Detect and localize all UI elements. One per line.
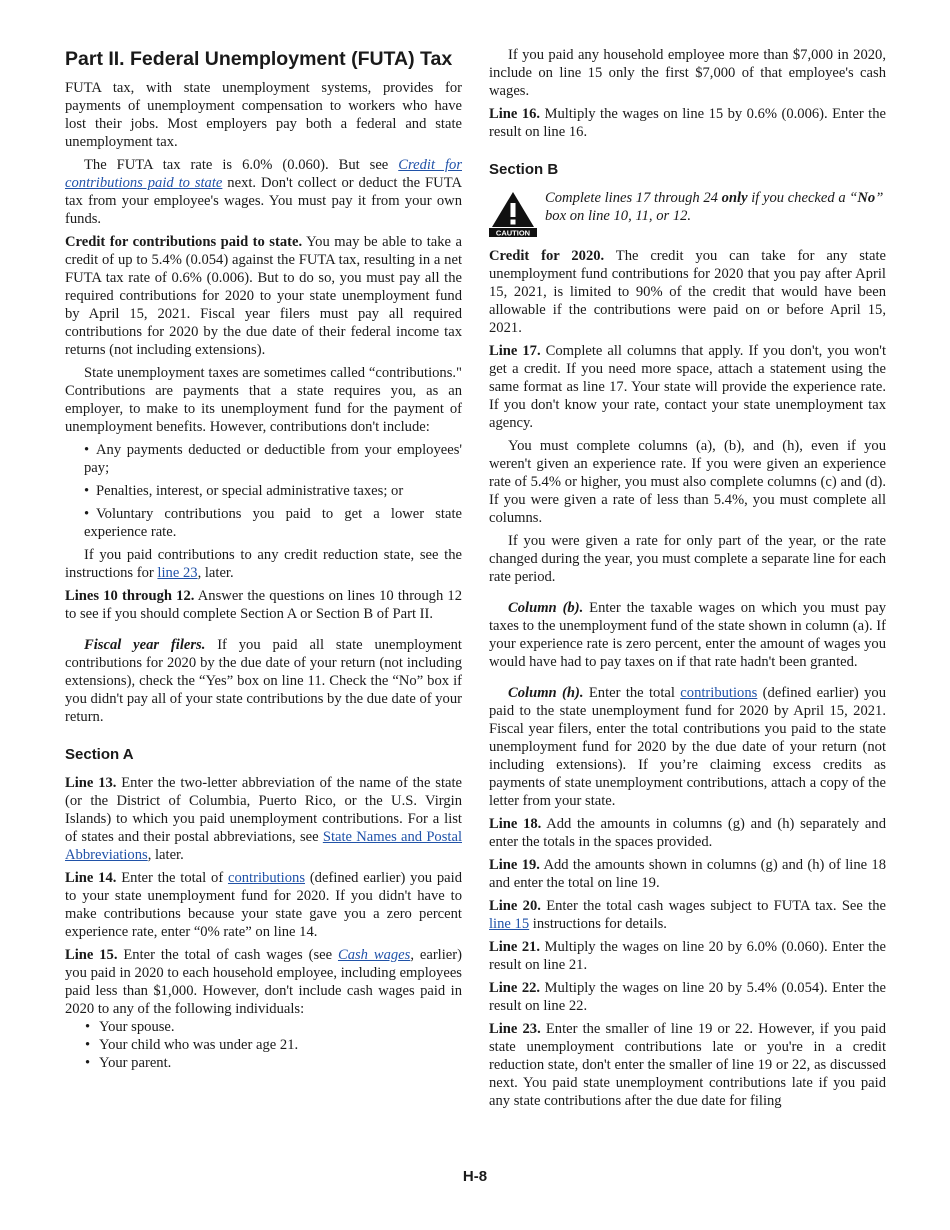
state-names-link[interactable]: State Names and Postal Abbreviations xyxy=(65,829,462,863)
line-15-paragraph: Line 15. Enter the total of cash wages (see Cash wages, earlier) you paid in 2020 to each household employee, including employees paid less than $1,000. However, don't include cash wages paid in 2020 to any of the following individuals: xyxy=(65,947,462,1017)
caution-icon xyxy=(489,189,537,237)
part-year-paragraph: If you were given a rate for only part of the year, or the rate changed during the year, you must complete a separate line for each rate period. xyxy=(489,533,886,585)
futa-rate-paragraph: The FUTA tax rate is 6.0% (0.060). But see Credit for contributions paid to state next. Don't collect or deduct the FUTA tax from your employee's wages. You must pay it from your own funds. xyxy=(65,157,462,227)
caution-text: Complete lines 17 through 24 only if you checked a “No” box on line 10, 11, or 12. xyxy=(545,190,884,224)
list-item: • Your parent. xyxy=(85,1055,172,1071)
line-15-link[interactable]: line 15 xyxy=(489,916,530,932)
page-number: H-8 xyxy=(462,1168,488,1185)
column-b-paragraph: Column (b). Enter the taxable wages on which you must pay taxes to the unemployment fund of the state shown in column (a). If your experience rate is zero percent, enter the amount of wages you would have had to pay taxes on if that rate hadn't been granted. xyxy=(489,600,887,670)
bullet-icon: • xyxy=(85,1055,91,1071)
credit-2020-paragraph: Credit for 2020. The credit you can take for any state unemployment fund contributions for 2020 that you pay after April 15, 2021, is limited to 90% of the credit that would have been allowable if the contributions were paid on or before April 15, 2021. xyxy=(489,248,886,336)
contributions-link-2[interactable]: contributions xyxy=(680,685,758,701)
list-item: • Your child who was under age 21. xyxy=(85,1037,299,1053)
bullet-icon: • xyxy=(84,442,90,458)
columns-paragraph: You must complete columns (a), (b), and (h), even if you weren't given an experience rate. If you were given an experience rate of 5.4% or higher, you must also complete columns (c) and (d). If you were given a rate of less than 5.4%, you must complete all columns. xyxy=(489,438,886,526)
part-title: Part II. Federal Unemployment (FUTA) Tax xyxy=(65,48,453,70)
line-21-paragraph: Line 21. Multiply the wages on line 20 by 6.0% (0.060). Enter the result on line 21. xyxy=(489,939,887,973)
caution-label: CAUTION xyxy=(495,228,531,237)
section-b-heading: Section B xyxy=(489,161,559,178)
bullet-item: • Any payments deducted or deductible from your employees' pay; xyxy=(84,442,462,476)
wage-limit-paragraph: If you paid any household employee more than $7,000 in 2020, include on line 15 only the first $7,000 of that employee's cash wages. xyxy=(489,47,886,99)
line-17-paragraph: Line 17. Complete all columns that apply. If you don't, you won't get a credit. If you need more space, attach a statement using the same format as line 17. Your state will provide the experience rate. If you don't know your rate, contact your state unemployment tax agency. xyxy=(489,343,886,431)
lines-10-12-paragraph: Lines 10 through 12. Answer the questions on lines 10 through 12 to see if you should complete Section A or Section B of Part II. xyxy=(65,588,462,622)
credit-for-contributions-link[interactable]: Credit for contributions paid to state xyxy=(65,157,462,191)
line-23-paragraph: Line 23. Enter the smaller of line 19 or 22. However, if you paid state unemployment contributions late or you're in a credit reduction state, don't enter the smaller of line 19 or 22, as discussed next. You paid state unemployment contributions late if you paid any state contributions after the due date for filing xyxy=(489,1021,886,1109)
bullet-icon: • xyxy=(85,1019,91,1035)
bullet-item: • Penalties, interest, or special administrative taxes; or xyxy=(84,483,404,499)
state-taxes-paragraph: State unemployment taxes are sometimes called “contributions." Contributions are payments that a state requires you, as an employer, to make to its unemployment fund for the payment of unemployment benefits. However, contributions don't include: xyxy=(65,365,462,435)
line-23-link[interactable]: line 23 xyxy=(157,565,198,581)
list-item: • Your spouse. xyxy=(85,1019,175,1035)
line-18-paragraph: Line 18. Add the amounts in columns (g) and (h) separately and enter the totals in the spaces provided. xyxy=(489,816,886,850)
left-column xyxy=(65,46,462,1072)
line-19-paragraph: Line 19. Add the amounts shown in columns (g) and (h) of line 18 and enter the total on line 19. xyxy=(489,857,887,891)
credit-paragraph: Credit for contributions paid to state. You may be able to take a credit of up to 5.4% (0.054) against the FUTA tax, resulting in a net FUTA tax rate of 0.6% (0.006). But to do so, you must pay all the required contributions for 2020 to your state unemployment fund by April 15, 2021. Fiscal year filers must pay all required contributions for 2020 by the due date of their federal income tax returns (not including extensions). xyxy=(65,234,462,358)
line-13-paragraph: Line 13. Enter the two-letter abbreviation of the name of the state (or the District of Columbia, Puerto Rico, or the U.S. Virgin Islands) to which you paid unemployment contributions. For a list of states and their postal abbreviations, see State Names and Postal Abbreviations, later. xyxy=(65,775,463,863)
right-column xyxy=(489,46,886,1115)
fiscal-year-paragraph: Fiscal year filers. If you paid all state unemployment contributions for 2020 by the due date of your return (not including extensions), check the “Yes” box on line 11. Check the “No” box if you didn't pay all of your state contributions by the due date of your return. xyxy=(65,637,462,725)
contributions-link[interactable]: contributions xyxy=(227,870,306,886)
line-16-paragraph: Line 16. Multiply the wages on line 15 by 0.6% (0.006). Enter the result on line 16. xyxy=(489,106,887,140)
bullet-icon: • xyxy=(85,1037,91,1053)
intro-paragraph: FUTA tax, with state unemployment systems, provides for payments of unemployment compensation to workers who have lost their jobs. Most employers pay both a federal and state unemployment tax. xyxy=(65,80,462,150)
line-14-paragraph: Line 14. Enter the total of contributions (defined earlier) you paid to your state unemployment fund for 2020. If you didn't have to make contributions because your state gave you a zero percent experience rate, enter “0% rate” on line 14. xyxy=(65,870,462,940)
credit-heading: Credit for contributions paid to state. xyxy=(65,234,303,250)
bullet-icon: • xyxy=(84,506,90,522)
column-h-paragraph: Column (h). Enter the total contributions (defined earlier) you paid to the state unemployment fund for 2020 by April 15, 2021. Fiscal year filers, enter the total contributions you paid to the state unemployment fund for 2020 by the due date of your return (not including extensions). If you’re claiming excess credits as payments of state unemployment contributions, attach a copy of the letter from your state. xyxy=(489,685,887,809)
section-a-heading: Section A xyxy=(65,746,134,763)
credit-reduction-paragraph: If you paid contributions to any credit reduction state, see the instructions for line 23, later. xyxy=(65,547,462,581)
bullet-icon: • xyxy=(84,483,90,499)
bullet-item: • Voluntary contributions you paid to get a lower state experience rate. xyxy=(84,506,462,540)
caution-note xyxy=(489,189,886,237)
excluded-individuals-list xyxy=(85,1018,462,1072)
line-22-paragraph: Line 22. Multiply the wages on line 20 by 5.4% (0.054). Enter the result on line 22. xyxy=(489,980,887,1014)
cash-wages-link[interactable]: Cash wages xyxy=(337,947,411,963)
line-20-paragraph: Line 20. Enter the total cash wages subject to FUTA tax. See the line 15 instructions for details. xyxy=(489,898,887,932)
